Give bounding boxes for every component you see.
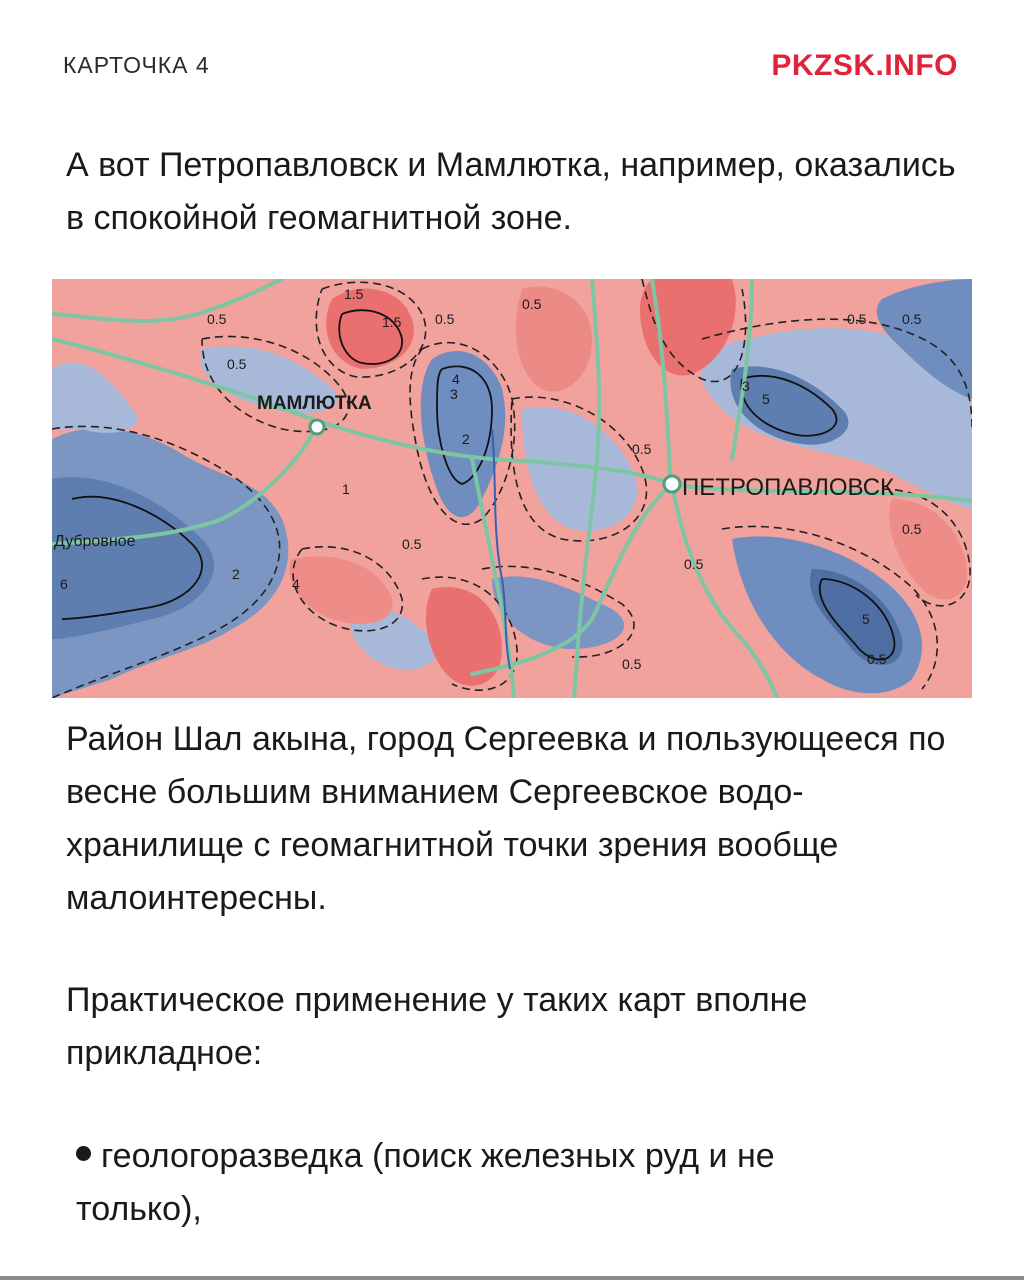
contour-value: 2: [232, 566, 240, 582]
contour-value: 0.5: [622, 656, 642, 672]
contour-value: 5: [862, 611, 870, 627]
contour-value: 0.5: [207, 311, 227, 327]
contour-value: 5: [762, 391, 770, 407]
bullet-icon: [76, 1146, 91, 1161]
card-number: КАРТОЧКА 4: [63, 52, 210, 78]
label-dubrovnoe: Дубровное: [54, 533, 136, 550]
contour-value: 1: [342, 481, 350, 497]
contour-value: 1.5: [344, 286, 364, 302]
paragraph-sergeevka: Район Шал акына, город Сергеевка и пользующееся по весне большим вниманием Сергеевское водо-хранилище с геомагнитной точки зрения вообще малоинтересны.: [66, 720, 946, 917]
contour-value: 0.5: [902, 311, 922, 327]
contour-value: 0.5: [632, 441, 652, 457]
contour-value: 6: [60, 576, 68, 592]
site-logo[interactable]: PKZSK.INFO: [771, 49, 958, 82]
contour-value: 2: [462, 431, 470, 447]
geomagnetic-map: [52, 279, 972, 698]
petropavlovsk-marker: [664, 476, 680, 492]
contour-value: 0.5: [902, 521, 922, 537]
contour-value: 3: [742, 378, 750, 394]
contour-value: 0.5: [227, 356, 247, 372]
contour-value: 0.5: [847, 311, 867, 327]
contour-value: 1.5: [382, 314, 402, 330]
contour-value: 0.5: [435, 311, 455, 327]
mamlyutka-marker: [310, 420, 324, 434]
label-mamlyutka: МАМЛЮТКА: [257, 393, 372, 414]
bottom-divider: [0, 1276, 1024, 1280]
contour-value: 0.5: [867, 651, 887, 667]
bullet-item: [76, 1130, 776, 1236]
contour-value: 0.5: [684, 556, 704, 572]
contour-value: 3: [450, 386, 458, 402]
intro-text: А вот Петропавловск и Мамлютка, например, оказались в спокойной геомагнитной зоне.: [66, 146, 956, 237]
bullet-text: геологоразведка (поиск железных руд и не только),: [76, 1137, 775, 1228]
label-petropavlovsk: ПЕТРОПАВЛОВСК: [682, 474, 895, 501]
contour-value: 4: [292, 576, 300, 592]
contour-value: 0.5: [402, 536, 422, 552]
contour-value: 4: [452, 371, 460, 387]
contour-value: 0.5: [522, 296, 542, 312]
paragraph-application: Практическое применение у таких карт вполне прикладное:: [66, 981, 808, 1072]
